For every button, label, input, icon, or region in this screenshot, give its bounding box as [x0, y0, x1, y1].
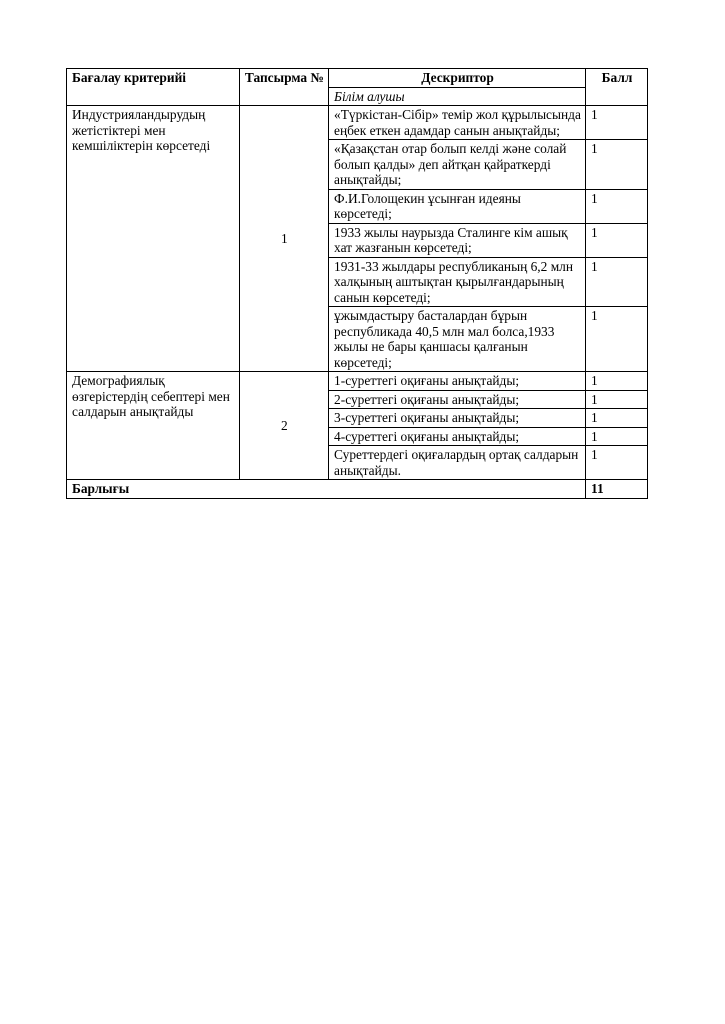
total-label: Барлығы: [67, 480, 586, 499]
header-criterion: Бағалау критерийі: [67, 69, 240, 106]
score-cell: 1: [586, 140, 648, 190]
descriptor-cell: «Түркістан-Сібір» темір жол құрылысында еңбек еткен адамдар санын анықтайды;: [329, 106, 586, 140]
table-header-row: [67, 69, 648, 88]
assessment-table: [66, 68, 648, 499]
score-cell: 1: [586, 409, 648, 428]
descriptor-cell: 4-суреттегі оқиғаны анықтайды;: [329, 427, 586, 446]
criterion-cell: Демографиялық өзгерістердің себептері мен салдарын анықтайды: [67, 372, 240, 480]
descriptor-cell: 1933 жылы наурызда Сталинге кім ашық хат жазғанын көрсетеді;: [329, 223, 586, 257]
header-task: Тапсырма №: [239, 69, 328, 106]
score-cell: 1: [586, 372, 648, 391]
descriptor-cell: 1-суреттегі оқиғаны анықтайды;: [329, 372, 586, 391]
table-row: [67, 106, 648, 140]
total-score: 11: [586, 480, 648, 499]
score-cell: 1: [586, 446, 648, 480]
score-cell: 1: [586, 189, 648, 223]
criterion-cell: Индустрияландырудың жетістіктері мен кемшіліктерін көрсетеді: [67, 106, 240, 372]
score-cell: 1: [586, 427, 648, 446]
descriptor-cell: 3-суреттегі оқиғаны анықтайды;: [329, 409, 586, 428]
score-cell: 1: [586, 257, 648, 307]
descriptor-cell: Ф.И.Голощекин ұсынған идеяны көрсетеді;: [329, 189, 586, 223]
descriptor-cell: 1931-33 жылдары республиканың 6,2 млн халқының аштықтан қырылғандарының санын көрсетеді;: [329, 257, 586, 307]
header-score: Балл: [586, 69, 648, 106]
task-number-cell: 2: [239, 372, 328, 480]
descriptor-cell: Суреттердегі оқиғалардың ортақ салдарын анықтайды.: [329, 446, 586, 480]
table-row: [67, 372, 648, 391]
score-cell: 1: [586, 307, 648, 372]
descriptor-cell: «Қазақстан отар болып келді және солай болып қалды» деп айтқан қайраткерді анықтайды;: [329, 140, 586, 190]
task-number-cell: 1: [239, 106, 328, 372]
descriptor-cell: ұжымдастыру басталардан бұрын республикада 40,5 млн мал болса,1933 жылы не бары қаншасы қалғанын көрсетеді;: [329, 307, 586, 372]
header-descriptor-sub: Білім алушы: [329, 87, 586, 106]
score-cell: 1: [586, 223, 648, 257]
descriptor-cell: 2-суреттегі оқиғаны анықтайды;: [329, 390, 586, 409]
score-cell: 1: [586, 106, 648, 140]
total-row: [67, 480, 648, 499]
header-descriptor: Дескриптор: [329, 69, 586, 88]
score-cell: 1: [586, 390, 648, 409]
